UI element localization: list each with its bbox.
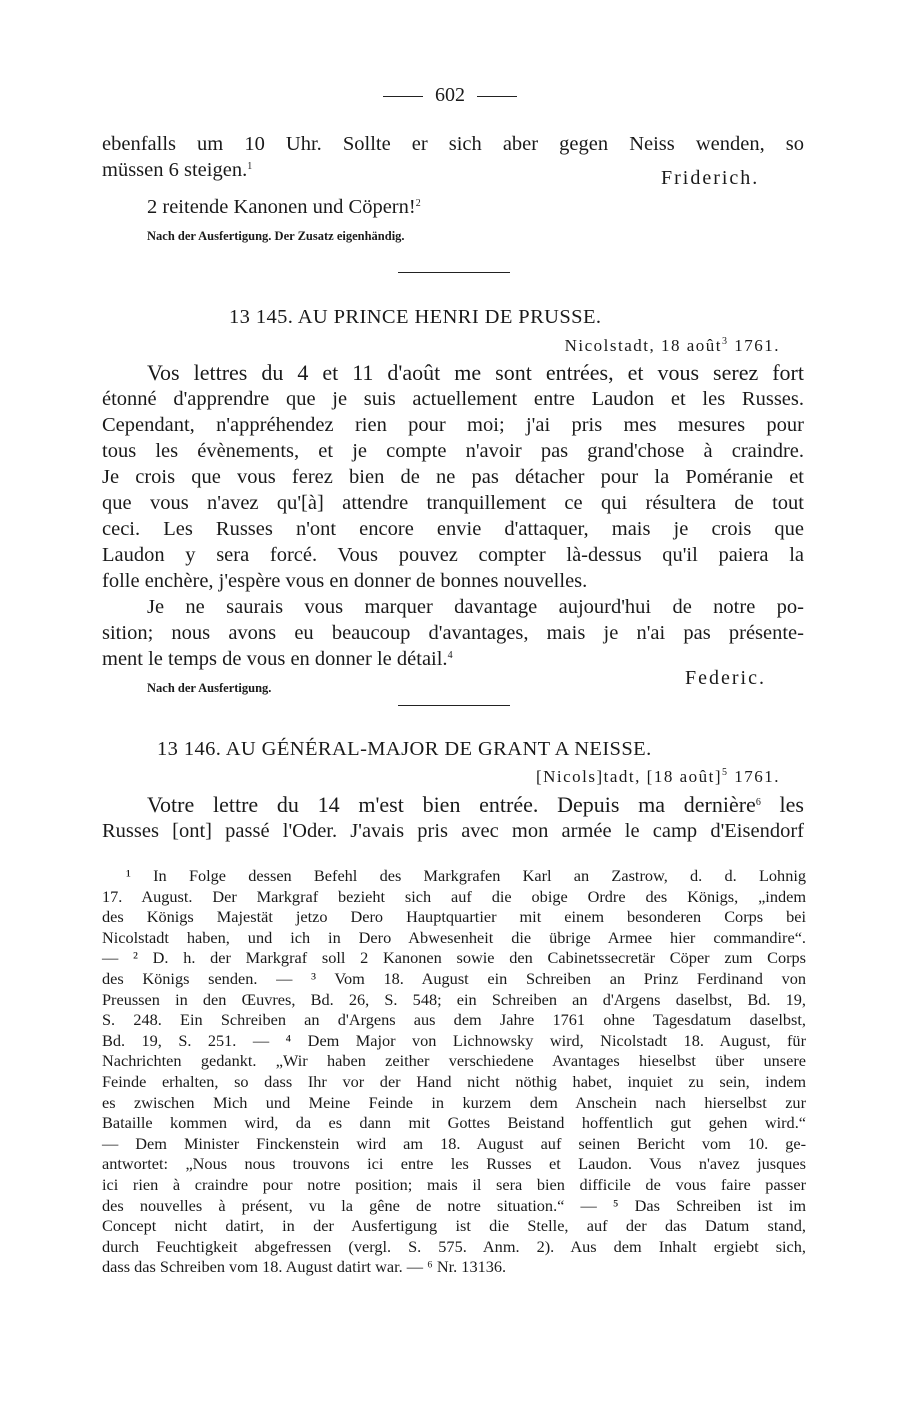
footnote-line: ici rien à craindre pour notre position; mais il sera bien difficile de vous faire passer xyxy=(102,1175,806,1194)
dateline-year: 1761. xyxy=(728,336,780,355)
body-line: Cependant, n'appréhendez rien pour moi; j'ai pris mes mesures pour xyxy=(102,414,804,436)
postscript-text: 2 reitende Kanonen und Cöpern! xyxy=(147,196,416,218)
page-number-dash-right xyxy=(477,96,517,97)
footnote-line: Bd. 19, S. 251. — ⁴ Dem Major von Lichnowsky wird, Nicolstadt 18. August, für xyxy=(102,1030,806,1050)
footnote-line: Nicolstadt haben, und ich in Dero Abwesenheit die übrige Armee hier commandire“. xyxy=(102,927,806,947)
signature: Federic. xyxy=(685,667,766,689)
body-line: Vos lettres du 4 et 11 d'août me sont entrées, et vous serez fort xyxy=(147,360,804,385)
body-line: folle enchère, j'espère vous en donner de bonnes nouvelles. xyxy=(102,570,588,592)
body-line: ceci. Les Russes n'ont encore envie d'attaquer, mais je crois que xyxy=(102,518,804,540)
footnote-line: es zwischen Mich und Meine Feinde in kurzem dem Anschein nach hierselbst zur xyxy=(102,1092,806,1112)
body-line xyxy=(102,646,453,672)
footnote-line: ¹ In Folge dessen Befehl des Markgrafen Karl an Zastrow, d. d. Lohnig xyxy=(126,866,806,885)
section-divider xyxy=(398,272,510,273)
footnote-ref: 1 xyxy=(247,161,253,172)
postscript xyxy=(147,194,421,220)
footnote-ref: 6 xyxy=(755,797,761,808)
page-number-dash-left xyxy=(383,96,423,97)
footnote-line: des nouvelles à présent, vu la gêne de notre situation.“ — ⁵ Das Schreiben ist im xyxy=(102,1195,806,1215)
body-line-text: müssen 6 steigen. xyxy=(102,159,248,181)
body-line: Laudon y sera forcé. Vous pouvez compter là-dessus qu'il paiera la xyxy=(102,544,804,566)
letter-heading: 13 145. AU PRINCE HENRI DE PRUSSE. xyxy=(229,306,602,328)
footnote-line: S. 248. Ein Schreiben an d'Argens aus dem Jahre 1761 ohne Tagesdatum daselbst, xyxy=(102,1010,806,1030)
dateline-text: [Nicols]tadt, [18 août] xyxy=(535,767,722,786)
body-line xyxy=(102,157,252,183)
page-number xyxy=(0,84,900,107)
footnote-line: — ² D. h. der Markgraf soll 2 Kanonen sowie den Cabinetssecretär Cöper zum Corps xyxy=(102,948,806,968)
footnote-line: Feinde erhalten, so dass Ihr vor der Hand nicht nöthig habet, inquiet zu sein, indem xyxy=(102,1072,806,1091)
signature: Friderich. xyxy=(661,167,760,189)
footnote-ref: 5 xyxy=(722,767,729,778)
source-note: Nach der Ausfertigung. xyxy=(147,681,272,695)
footnote-line: des Königs senden. — ³ Vom 18. August ein Schreiben an Prinz Ferdinand von xyxy=(102,969,806,988)
body-line: Je crois que vous ferez bien de ne pas détacher pour la Poméranie et xyxy=(102,466,804,488)
body-line: sition; nous avons eu beaucoup d'avantages, mais je n'ai pas présente- xyxy=(102,622,804,644)
footnote-line: durch Feuchtigkeit abgefressen (vergl. S. 575. Anm. 2). Aus dem Inhalt ergiebt sich, xyxy=(102,1236,806,1256)
letter-dateline xyxy=(536,767,780,787)
dateline-year: 1761. xyxy=(728,767,780,786)
body-line-text: ment le temps de vous en donner le détail. xyxy=(102,648,448,670)
source-note: Nach der Ausfertigung. Der Zusatz eigenhändig. xyxy=(147,229,405,243)
body-line: ebenfalls um 10 Uhr. Sollte er sich aber gegen Neiss wenden, so xyxy=(102,133,804,155)
body-line: que vous n'avez qu'[à] attendre tranquillement ce qui résultera de tout xyxy=(102,492,804,514)
body-line xyxy=(147,792,804,818)
footnote-ref: 2 xyxy=(415,198,421,209)
body-line: Russes [ont] passé l'Oder. J'avais pris avec mon armée le camp d'Eisendorf xyxy=(102,820,804,842)
section-divider xyxy=(398,705,510,706)
page-number-text: 602 xyxy=(435,84,465,106)
footnote-line: des Königs Majestät jetzo Dero Hauptquartier mit einem besonderen Corps bei xyxy=(102,907,806,927)
footnote-line: Bataille kommen wird, da es dann mit Gottes Beistand hoffentlich gut gehen wird.“ xyxy=(102,1113,806,1133)
dateline-text: Nicolstadt, 18 août xyxy=(564,336,722,355)
body-line-text: les xyxy=(760,792,804,817)
body-line: Je ne saurais vous marquer davantage aujourd'hui de notre po- xyxy=(147,596,804,618)
letter-heading: 13 146. AU GÉNÉRAL-MAJOR DE GRANT A NEISSE. xyxy=(157,738,652,760)
footnote-line: — Dem Minister Finckenstein wird am 18. August auf seinen Bericht vom 10. ge- xyxy=(102,1133,806,1153)
footnote-line: antwortet: „Nous nous trouvons ici entre les Russes et Laudon. Vous n'avez jusques xyxy=(102,1154,806,1174)
footnote-ref: 3 xyxy=(722,336,729,347)
body-line-text: Votre lettre du 14 m'est bien entrée. Depuis ma dernière xyxy=(147,792,756,817)
body-line: tous les évènements, et je compte n'avoir pas grand'chose à craindre. xyxy=(102,440,804,462)
footnote-ref: 4 xyxy=(447,650,453,661)
footnote-line: 17. August. Der Markgraf bezieht sich auf die obige Ordre des Königs, „indem xyxy=(102,886,806,906)
letter-dateline xyxy=(565,336,780,356)
body-line: étonné d'apprendre que je suis actuellement entre Laudon et les Russes. xyxy=(102,388,804,410)
footnote-line: dass das Schreiben vom 18. August datirt war. — ⁶ Nr. 13136. xyxy=(102,1257,507,1277)
footnote-line: Concept nicht datirt, in der Ausfertigung ist die Stelle, auf der das Datum stand, xyxy=(102,1216,806,1236)
footnote-line: Nachrichten gedankt. „Wir haben zeither verschiedene Avantages hieselbst über unsere xyxy=(102,1051,806,1071)
footnote-line: Preussen in den Œuvres, Bd. 26, S. 548; ein Schreiben an d'Argens daselbst, Bd. 19, xyxy=(102,989,806,1009)
